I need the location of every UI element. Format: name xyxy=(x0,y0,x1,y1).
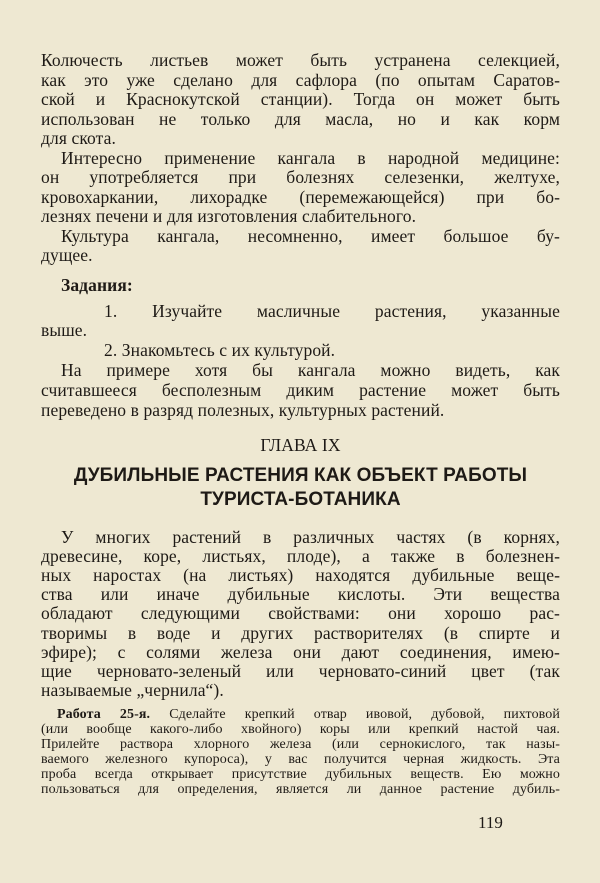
chapter-label-line: ГЛАВА IX xyxy=(260,435,341,455)
chapter-title-line: ДУБИЛЬНЫЕ РАСТЕНИЯ КАК ОБЪЕКТ РАБОТЫ xyxy=(73,465,528,486)
work-25-line xyxy=(57,707,560,722)
work-25-line: ваемого железного купороса), у вас получится черная жидкость. Эта xyxy=(41,752,560,767)
work-25-line: Прилейте раствора хлорного железа (или сернокислого, так назы- xyxy=(41,737,560,752)
chapter-title-line: ТУРИСТА-БОТАНИКА xyxy=(200,489,401,510)
p4-line: считавшееся бесполезным диким растение может быть xyxy=(41,380,560,400)
p5-line: щие черновато-зеленый или черновато-синий цвет (так xyxy=(41,661,560,681)
work-number-label: Работа 25-я. xyxy=(57,707,151,722)
p3-line: дущее. xyxy=(41,245,93,265)
page-number: 119 xyxy=(478,813,503,832)
p5-line: У многих растений в различных частях (в корнях, xyxy=(61,527,560,547)
work-25-line: пользоваться для определения, является ли данное растение дубиль- xyxy=(41,782,560,797)
p3-line: Культура кангала, несомненно, имеет большое бу- xyxy=(61,226,560,246)
p5-line: обладают следующими свойствами: они хорошо рас- xyxy=(41,603,560,623)
p2-line: лезнях печени и для изготовления слабительного. xyxy=(41,206,417,226)
p1-line: использован не только для масла, но и как корм xyxy=(41,109,560,129)
p5-line: эфире); с солями железа они дают соединения, имею- xyxy=(41,642,560,662)
p4-line: переведено в разряд полезных, культурных растений. xyxy=(41,400,445,420)
p5-line: творимы в воде и других растворителях (в спирте и xyxy=(41,623,560,643)
p1-line: Колючесть листьев может быть устранена селекцией, xyxy=(41,50,560,70)
task-1-line: выше. xyxy=(41,320,88,340)
work-25-line: (или вообще какого-либо хвойного) коры или крепкий настой чая. xyxy=(41,722,560,737)
p2-line: Интересно применение кангала в народной медицине: xyxy=(61,148,560,168)
p5-line: ных наростах (на листьях) находятся дубильные веще- xyxy=(41,565,560,585)
p1-line: для скота. xyxy=(41,128,116,148)
task-2-line: 2. Знакомьтесь с их культурой. xyxy=(104,340,336,360)
p2-line: он употребляется при болезнях селезенки, желтухе, xyxy=(41,167,560,187)
p5-line: называемые „чернила“). xyxy=(41,680,224,700)
work-25-line: проба всегда открывает присутствие дубильных веществ. Ею можно xyxy=(41,767,560,782)
work-text: Сделайте крепкий отвар ивовой, дубовой, пихтовой xyxy=(169,707,560,722)
p1-line: как это уже сделано для сафлора (по опытам Саратов- xyxy=(41,70,560,90)
p2-line: кровохаркании, лихорадке (перемежающейся) при бо- xyxy=(41,187,560,207)
tasks-heading-line: Задания: xyxy=(61,275,133,295)
task-1-line: 1. Изучайте масличные растения, указанные xyxy=(104,301,560,321)
p4-line: На примере хотя бы кангала можно видеть, как xyxy=(61,360,560,380)
p5-line: ства или иначе дубильные кислоты. Эти вещества xyxy=(41,584,560,604)
p5-line: древесине, коре, листьях, плоде), а также в болезнен- xyxy=(41,546,560,566)
p1-line: ской и Краснокутской станции). Тогда он может быть xyxy=(41,89,560,109)
